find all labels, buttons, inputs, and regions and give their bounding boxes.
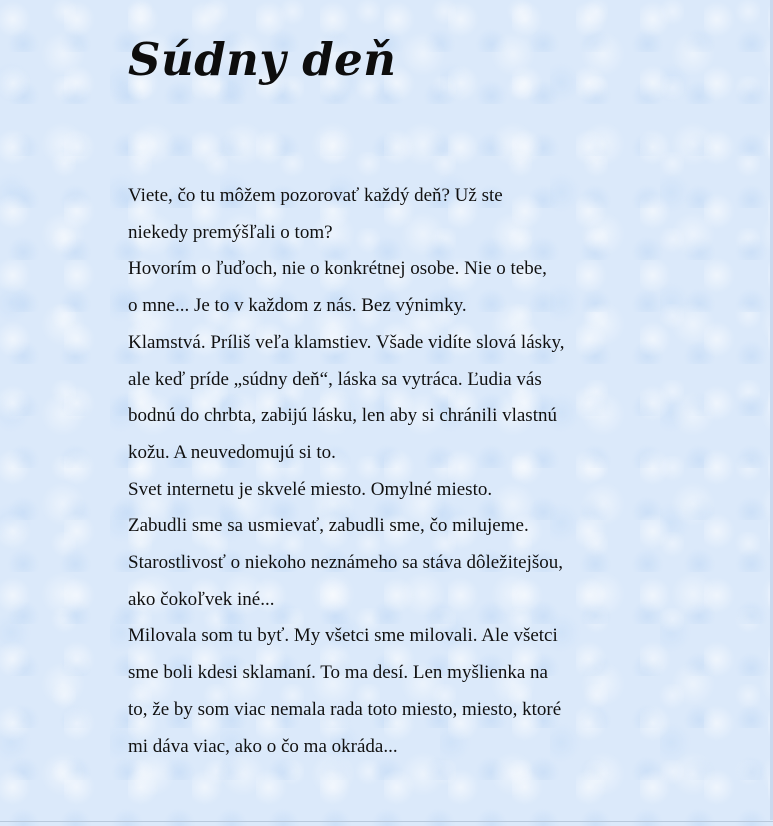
post-line: o mne... Je to v každom z nás. Bez výnimky. xyxy=(128,295,467,317)
post-line: sme boli kdesi sklamaní. To ma desí. Len myšlienka na xyxy=(128,662,548,684)
post-line: to, že by som viac nemala rada toto miesto, miesto, ktoré xyxy=(128,698,562,720)
post-line: Klamstvá. Príliš veľa klamstiev. Všade vidíte slová lásky, xyxy=(128,331,565,353)
post-line: Svet internetu je skvelé miesto. Omylné miesto. xyxy=(128,478,493,500)
post-line: ako čokoľvek iné... xyxy=(128,588,275,610)
post-line: Zabudli sme sa usmievať, zabudli sme, čo milujeme. xyxy=(128,515,529,537)
bottom-divider xyxy=(0,821,773,822)
post-line: bodnú do chrbta, zabijú lásku, len aby si chránili vlastnú xyxy=(128,405,557,427)
post-line: Viete, čo tu môžem pozorovať každý deň? Už ste xyxy=(128,185,503,206)
post-line: Hovorím o ľuďoch, nie o konkrétnej osobe. Nie o tebe, xyxy=(128,258,547,280)
post-line: Starostlivosť o niekoho neznámeho sa stáva dôležitejšou, xyxy=(128,552,563,574)
blog-post xyxy=(128,28,688,765)
post-body xyxy=(128,178,688,765)
post-line: niekedy premýšľali o tom? xyxy=(128,221,333,243)
post-line: kožu. A neuvedomujú si to. xyxy=(128,441,336,463)
post-line: mi dáva viac, ako o čo ma okráda... xyxy=(128,735,398,757)
post-line: Milovala som tu byť. My všetci sme milovali. Ale všetci xyxy=(128,625,558,647)
post-title: Súdny deň xyxy=(128,33,397,86)
post-line: ale keď príde „súdny deň“, láska sa vytráca. Ľudia vás xyxy=(128,368,542,390)
